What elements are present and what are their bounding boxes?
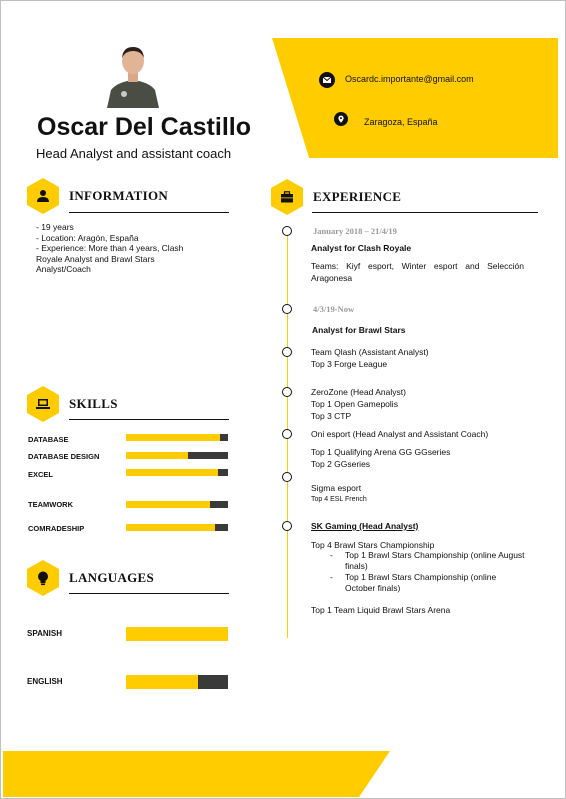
skill-bar-fill (126, 469, 218, 476)
profile-photo (103, 42, 163, 108)
entry-line: Top 3 CTP (311, 411, 352, 421)
entry-line: Top 2 GGseries (311, 459, 371, 469)
entry-line: Team Qlash (Assistant Analyst) (311, 347, 429, 357)
experience-title: EXPERIENCE (313, 189, 402, 204)
briefcase-icon (280, 191, 294, 203)
language-label: ENGLISH (27, 677, 63, 686)
skill-label: COMRADESHIP (28, 524, 85, 533)
timeline-dot (282, 347, 292, 357)
entry-line: Top 1 Brawl Stars Championship (online October finals) (345, 572, 497, 593)
skill-bar-fill (126, 452, 188, 459)
timeline-dot (282, 429, 292, 439)
language-label: SPANISH (27, 629, 62, 638)
info-line: - Location: Aragón, España (36, 232, 139, 243)
person-icon (36, 189, 50, 203)
experience-entry (311, 386, 406, 422)
email-text[interactable]: Oscardc.importante@gmail.com (345, 74, 474, 84)
experience-entry (311, 446, 450, 470)
entry-sub-item (330, 572, 526, 594)
person-role: Head Analyst and assistant coach (36, 146, 232, 161)
skill-bar (126, 501, 228, 508)
footer-band (3, 751, 390, 797)
skill-bar-fill (126, 501, 210, 508)
timeline-dot (282, 226, 292, 236)
entry-line: Sigma esport (311, 483, 362, 493)
skill-bar (126, 469, 228, 476)
lightbulb-icon (37, 571, 49, 586)
skill-label: DATABASE DESIGN (28, 452, 100, 461)
person-name: Oscar Del Castillo (37, 113, 251, 141)
languages-divider (69, 593, 229, 594)
mail-icon (319, 72, 335, 88)
info-line: - 19 years (36, 222, 74, 232)
language-bar (126, 675, 228, 689)
experience-teams: Teams: Kiyf esport, Winter esport and Selección Aragonesa (311, 261, 524, 283)
experience-role: Analyst for Brawl Stars (312, 325, 406, 335)
skill-bar-fill (126, 524, 215, 531)
entry-line: SK Gaming (Head Analyst) (311, 521, 419, 531)
skill-bar-fill (126, 434, 220, 441)
experience-divider (312, 212, 538, 213)
experience-date: January 2018 – 21/4/19 (313, 226, 397, 236)
experience-role: Analyst for Clash Royale (311, 243, 412, 253)
dash-marker: - (330, 572, 333, 582)
header-banner (272, 38, 558, 158)
entry-line: Oni esport (Head Analyst and Assistant Coach) (311, 429, 489, 439)
timeline-dot (282, 304, 292, 314)
skills-title: SKILLS (69, 396, 118, 411)
entry-line: Top 1 Brawl Stars Championship (online August finals) (345, 550, 525, 571)
skill-label: DATABASE (28, 435, 69, 444)
entry-line: Top 1 Team Liquid Brawl Stars Arena (311, 605, 451, 615)
timeline-dot (282, 387, 292, 397)
language-bar-fill (126, 675, 198, 689)
entry-line: Top 1 Qualifying Arena GG GGseries (311, 447, 451, 457)
laptop-icon (35, 398, 51, 410)
information-title: INFORMATION (69, 188, 169, 203)
experience-entry (311, 346, 429, 370)
information-divider (69, 212, 229, 213)
skills-divider (69, 419, 229, 420)
entry-line: Top 4 Brawl Stars Championship (311, 540, 435, 550)
entry-line: ZeroZone (Head Analyst) (311, 387, 406, 397)
location-text: Zaragoza, España (364, 117, 438, 127)
language-bar (126, 627, 228, 641)
skill-bar (126, 434, 228, 441)
entry-line: Top 1 Open Gamepolis (311, 399, 398, 409)
location-pin-icon (334, 112, 348, 128)
entry-line: Top 4 ESL French (311, 496, 367, 503)
skill-bar (126, 524, 228, 531)
timeline-dot (282, 472, 292, 482)
entry-line: Top 3 Forge League (311, 359, 388, 369)
languages-title: LANGUAGES (69, 570, 155, 585)
skill-bar (126, 452, 228, 459)
entry-sub-item (330, 550, 526, 572)
timeline-dot (282, 521, 292, 531)
dash-marker: - (330, 550, 333, 560)
information-text (36, 222, 211, 275)
experience-date: 4/3/19-Now (313, 304, 355, 314)
skill-label: TEAMWORK (28, 500, 73, 509)
language-bar-fill (126, 627, 228, 641)
skill-label: EXCEL (28, 470, 54, 479)
info-line: - Experience: More than 4 years, Clash Royale Analyst and Brawl Stars Analyst/Coach (36, 243, 184, 274)
